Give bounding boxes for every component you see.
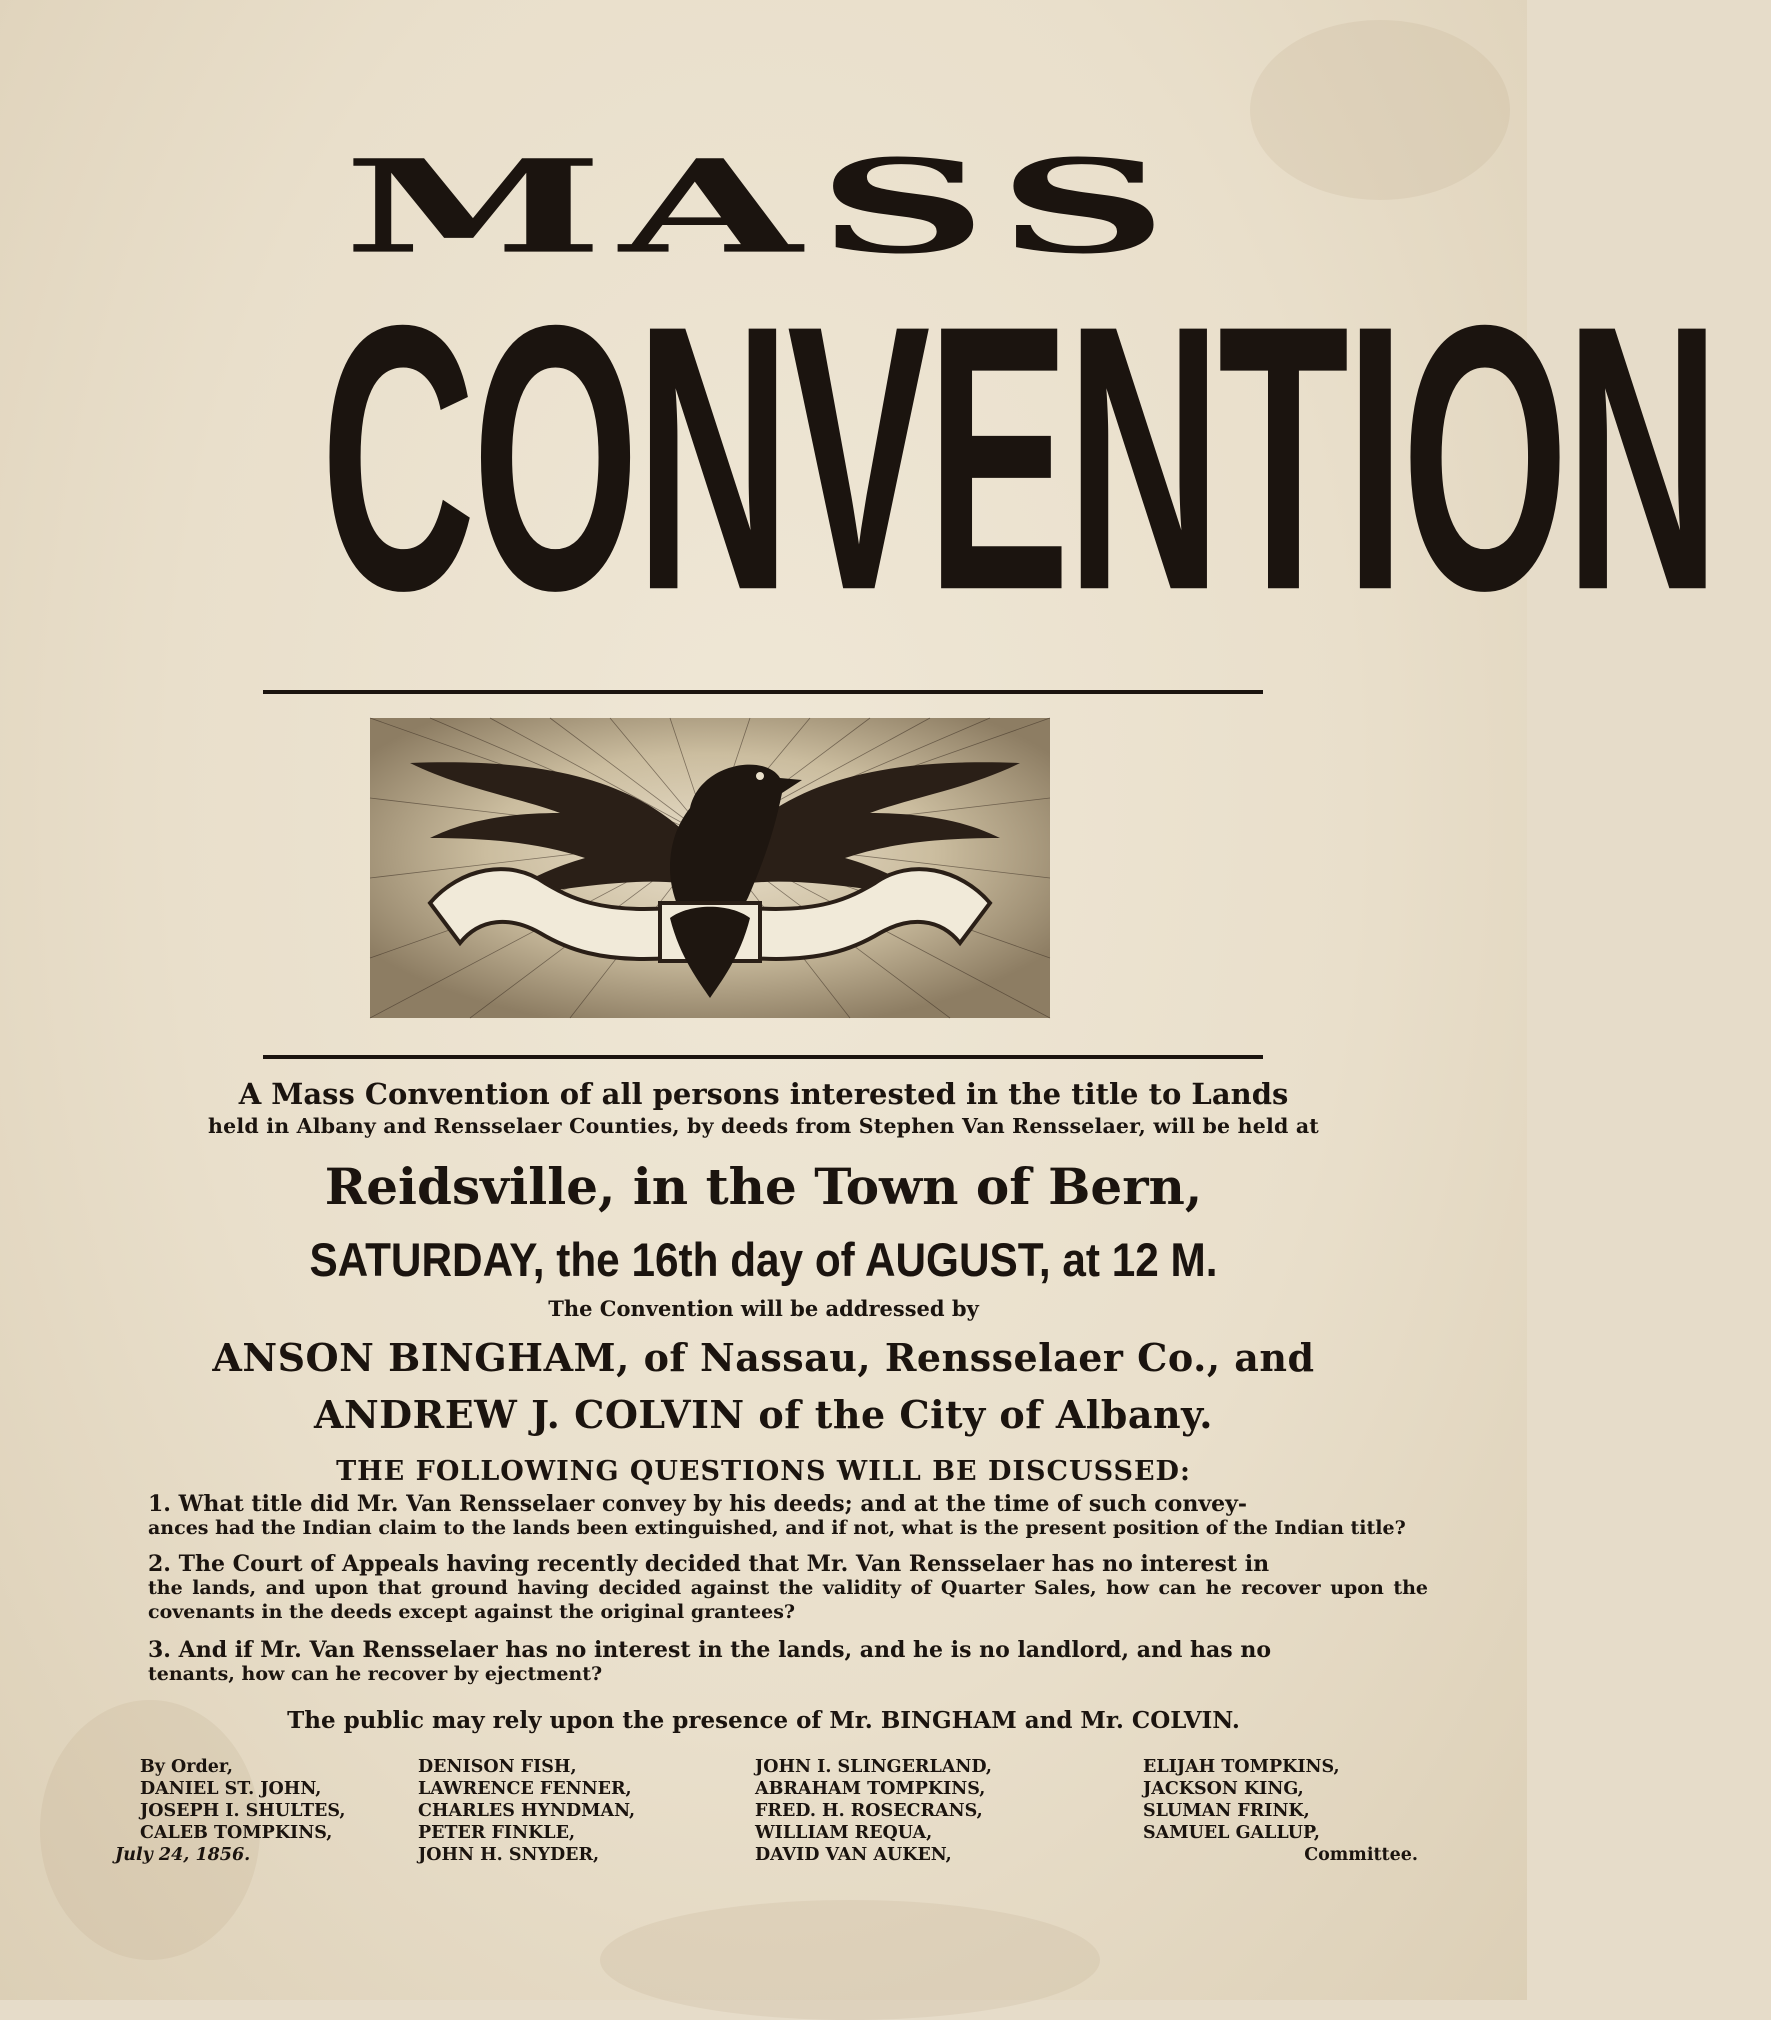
announcement-line-1: A Mass Convention of all persons interested in the title to Lands [238,1077,1289,1111]
question-2-first-line: 2. The Court of Appeals having recently decided that Mr. Van Rensselaer has no interest in [148,1551,1270,1577]
signature-line: SLUMAN FRINK, [1143,1801,1310,1821]
speaker-colvin: ANDREW J. COLVIN of the City of Albany. [313,1392,1214,1437]
public-notice: The public may rely upon the presence of Mr. BINGHAM and Mr. COLVIN. [287,1707,1240,1734]
eagle-engraving [370,718,1050,1018]
question-3-rest: tenants, how can he recover by ejectment? [148,1663,603,1685]
signature-line: CALEB TOMPKINS, [140,1823,333,1843]
bottom-rule [263,1055,1263,1059]
signature-line: JOHN H. SNYDER, [418,1845,600,1865]
signature-line: JOHN I. SLINGERLAND, [755,1757,992,1777]
signature-column-4 [1128,1756,1428,1866]
question-1-rest: ances had the Indian claim to the lands been extinguished, and if not, what is the present position of the Indian title? [148,1517,1406,1539]
signature-column-2 [418,1756,635,1866]
paper-stain [600,1900,1100,2020]
signature-line: ABRAHAM TOMPKINS, [755,1779,986,1799]
event-date: SATURDAY, the 16th day of AUGUST, at 12 M. [309,1233,1218,1286]
signature-line: FRED. H. ROSECRANS, [755,1801,983,1821]
question-1 [148,1492,1428,1540]
addressed-by: The Convention will be addressed by [548,1296,979,1321]
signature-line: SAMUEL GALLUP, [1143,1823,1321,1843]
event-place: Reidsville, in the Town of Bern, [324,1157,1203,1216]
signature-line: DENISON FISH, [418,1757,577,1777]
signature-line: DAVID VAN AUKEN, [755,1845,952,1865]
committee-label: Committee. [1304,1845,1418,1865]
signature-line: JACKSON KING, [1143,1779,1304,1799]
signature-line: DANIEL ST. JOHN, [140,1779,322,1799]
headline-mass: MASS [343,131,1184,282]
question-1-first-line: 1. What title did Mr. Van Rensselaer convey by his deeds; and at the time of such convey- [148,1491,1248,1517]
signature-line: JOSEPH I. SHULTES, [140,1801,346,1821]
question-2 [148,1552,1428,1624]
question-2-rest: the lands, and upon that ground having decided against the validity of Quarter Sales, how can he recover upon the covenants in the deeds except against the original grantees? [148,1577,1428,1623]
signature-date: July 24, 1856. [115,1845,251,1865]
top-rule [263,690,1263,694]
signature-line: By Order, [140,1757,233,1777]
question-3-first-line: 3. And if Mr. Van Rensselaer has no interest in the lands, and he is no landlord, and has no [148,1637,1272,1663]
signature-column-3 [755,1756,992,1866]
speaker-bingham: ANSON BINGHAM, of Nassau, Rensselaer Co., and [212,1335,1315,1380]
signature-line: PETER FINKLE, [418,1823,576,1843]
signature-line: ELIJAH TOMPKINS, [1143,1757,1340,1777]
signature-line: CHARLES HYNDMAN, [418,1801,636,1821]
headline-convention: CONVENTION [320,247,1717,669]
questions-heading: THE FOLLOWING QUESTIONS WILL BE DISCUSSED: [336,1456,1191,1487]
announcement-line-2: held in Albany and Rensselaer Counties, by deeds from Stephen Van Rensselaer, will be held at [208,1114,1319,1138]
signature-column-1 [115,1756,345,1866]
question-3 [148,1638,1428,1686]
signature-line: LAWRENCE FENNER, [418,1779,632,1799]
signature-line: WILLIAM REQUA, [755,1823,933,1843]
eagle-eye [756,772,764,780]
